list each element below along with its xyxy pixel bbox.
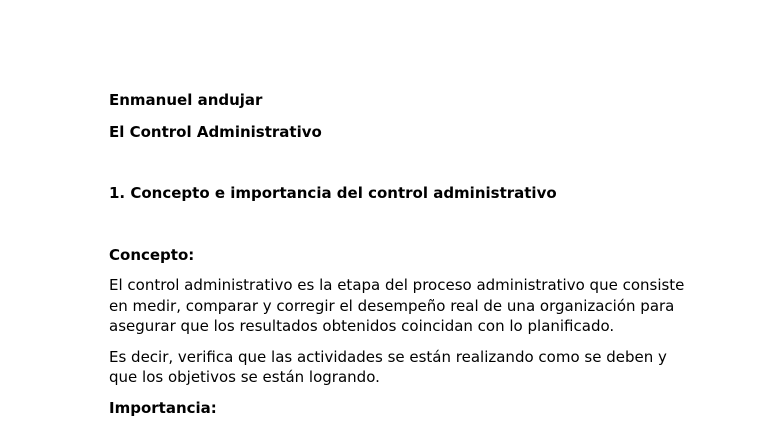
importance-heading: Importancia: xyxy=(109,398,217,417)
concept-heading: Concepto: xyxy=(109,245,195,264)
section-heading: 1. Concepto e importancia del control administrativo xyxy=(109,184,557,202)
document-body xyxy=(109,90,689,428)
concept-paragraph-1: El control administrativo es la etapa del proceso administrativo que consiste en medir, comparar y corregir el desempeño real de una organización para asegurar que los resultados obtenidos coincidan con lo planificado. xyxy=(109,276,685,335)
author-name: Enmanuel andujar xyxy=(109,91,263,109)
document-title: El Control Administrativo xyxy=(109,122,322,141)
concept-paragraph-2: Es decir, verifica que las actividades se están realizando como se deben y que los objetivos se están logrando. xyxy=(109,347,667,386)
